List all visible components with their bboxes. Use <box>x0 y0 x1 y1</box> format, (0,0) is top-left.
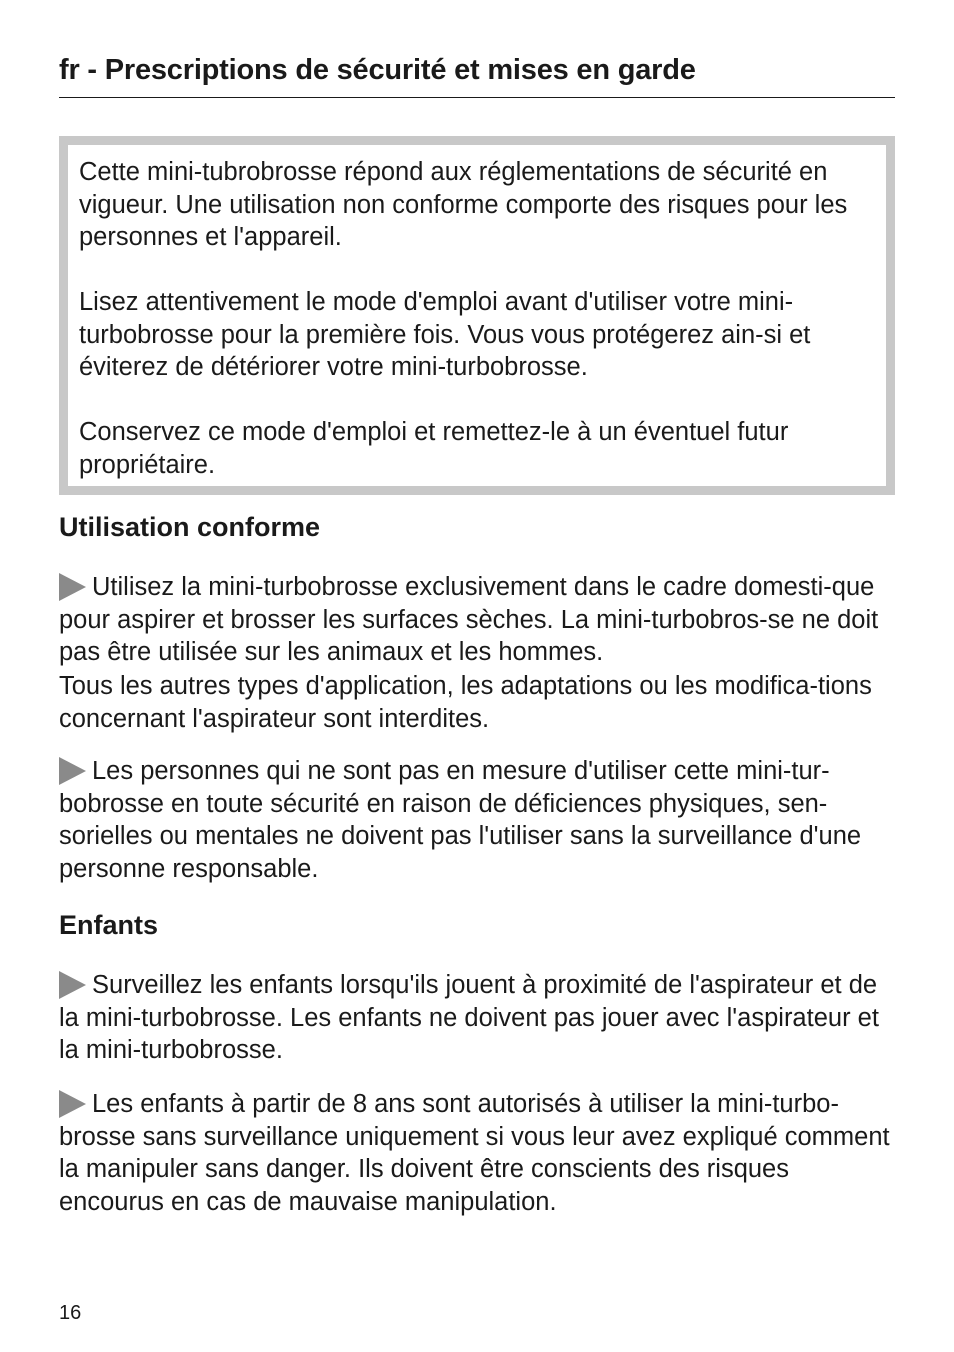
bullet-item <box>59 1088 899 1219</box>
bullet-item <box>59 969 899 1067</box>
safety-notice-box <box>59 136 895 495</box>
bullet-text: Les enfants à partir de 8 ans sont autorisés à utiliser la mini-turbo-brosse sans surveillance uniquement si vous leur avez expliqué comment la manipuler sans danger. Ils doivent être conscients des risques encourus en cas de mauvaise manipulation. <box>59 1090 890 1217</box>
page-title: fr - Prescriptions de sécurité et mises en garde <box>59 54 696 86</box>
triangle-bullet-icon <box>59 573 86 601</box>
paragraph-text: Tous les autres types d'application, les adaptations ou les modifica-tions concernant l'aspirateur sont interdites. <box>59 672 872 733</box>
triangle-bullet-icon <box>59 757 86 785</box>
triangle-bullet-icon <box>59 1090 86 1118</box>
bullet-text: Utilisez la mini-turbobrosse exclusivement dans le cadre domesti-que pour aspirer et brosser les surfaces sèches. La mini-turbobros-se ne doit pas être utilisée sur les animaux et les hommes. <box>59 573 879 667</box>
section-heading-utilisation-conforme: Utilisation conforme <box>59 512 321 542</box>
bullet-text: Les personnes qui ne sont pas en mesure d'utiliser cette mini-tur-bobrosse en toute sécurité en raison de déficiences physiques, sen-sorielles ou mentales ne doivent pas l'utiliser sans la surveillance d'une personne responsable. <box>59 757 862 884</box>
notice-paragraph-2: Lisez attentivement le mode d'emploi avant d'utiliser votre mini-turbobrosse pour la première fois. Vous vous protégerez ain-si et éviterez de détériorer votre mini-turbobrosse. <box>79 288 811 382</box>
bullet-text: Surveillez les enfants lorsqu'ils jouent à proximité de l'aspirateur et de la mini-turbobrosse. Les enfants ne doivent pas jouer avec l'aspirateur et la mini-turbobrosse. <box>59 971 879 1065</box>
notice-paragraph-3: Conservez ce mode d'emploi et remettez-le à un éventuel futur propriétaire. <box>79 418 789 479</box>
paragraph-item <box>59 670 899 735</box>
bullet-item <box>59 755 899 886</box>
triangle-bullet-icon <box>59 971 86 999</box>
page-header <box>59 52 895 98</box>
section-heading-enfants: Enfants <box>59 910 159 940</box>
notice-paragraph-1: Cette mini-tubrobrosse répond aux réglementations de sécurité en vigueur. Une utilisation non conforme comporte des risques pour les personnes et l'appareil. <box>79 158 848 252</box>
bullet-item <box>59 571 899 669</box>
page-number: 16 <box>59 1302 82 1324</box>
